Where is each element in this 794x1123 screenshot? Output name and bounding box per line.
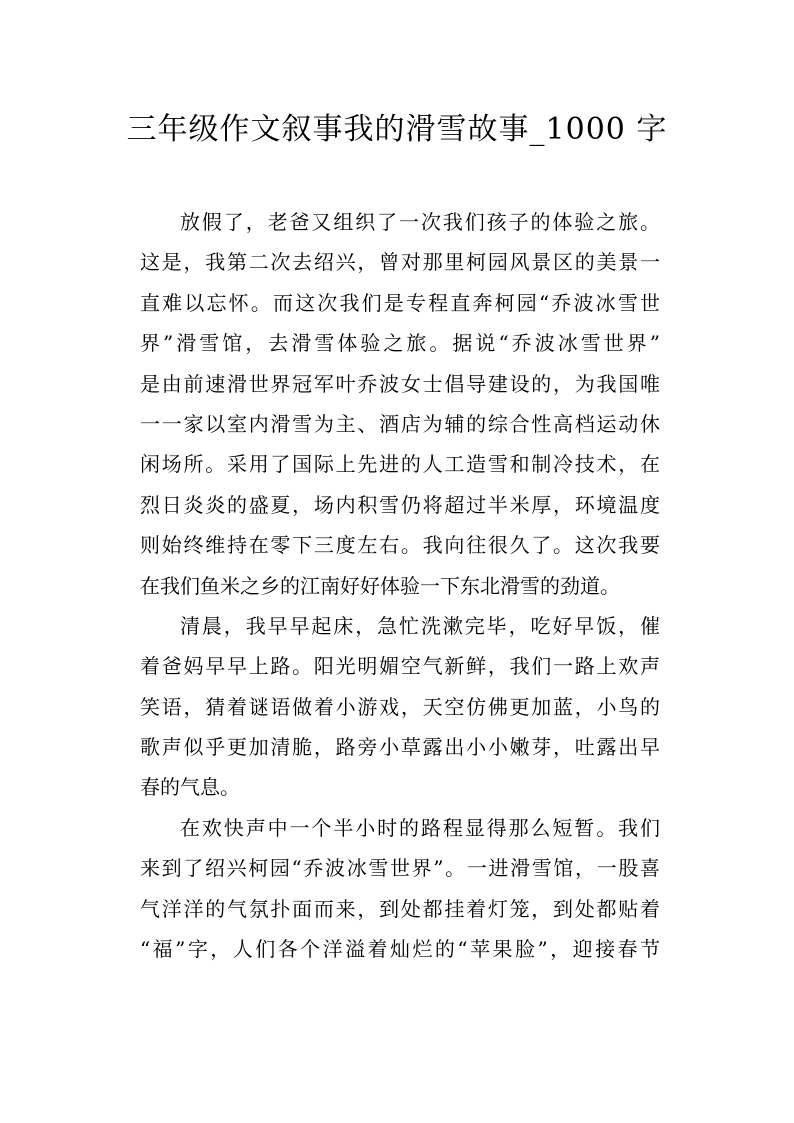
paragraph-line: 气洋洋的气氛扑面而来，到处都挂着灯笼，到处都贴着 bbox=[140, 896, 660, 921]
paragraph-line: 闲场所。采用了国际上先进的人工造雪和制冷技术，在 bbox=[140, 452, 660, 477]
document-body bbox=[140, 212, 660, 979]
paragraph-line: 则始终维持在零下三度左右。我向往很久了。这次我要 bbox=[140, 533, 660, 558]
paragraph-line: 这是，我第二次去绍兴，曾对那里柯园风景区的美景一 bbox=[140, 250, 660, 275]
paragraph-line: 烈日炎炎的盛夏，场内积雪仍将超过半米厚，环境温度 bbox=[140, 492, 660, 517]
paragraph-line: 直难以忘怀。而这次我们是专程直奔柯园“乔波冰雪世 bbox=[140, 290, 660, 315]
paragraph-line: 笑语，猜着谜语做着小游戏，天空仿佛更加蓝，小鸟的 bbox=[140, 694, 660, 719]
paragraph-line: 歌声似乎更加清脆，路旁小草露出小小嫩芽，吐露出早 bbox=[140, 735, 660, 760]
paragraph-line: “福”字，人们各个洋溢着灿烂的“苹果脸”，迎接春节 bbox=[140, 937, 660, 962]
paragraph-line: 清晨，我早早起床，急忙洗漱完毕，吃好早饭，催 bbox=[180, 613, 660, 638]
paragraph-line: 在我们鱼米之乡的江南好好体验一下东北滑雪的劲道。 bbox=[140, 573, 620, 598]
paragraph-line: 界”滑雪馆，去滑雪体验之旅。据说“乔波冰雪世界” bbox=[140, 331, 660, 356]
paragraph-line: 着爸妈早早上路。阳光明媚空气新鲜，我们一路上欢声 bbox=[140, 654, 660, 679]
paragraph-line: 一一家以室内滑雪为主、酒店为辅的综合性高档运动休 bbox=[140, 411, 660, 436]
document-title: 三年级作文叙事我的滑雪故事_1000 字 bbox=[126, 112, 668, 147]
paragraph-line: 在欢快声中一个半小时的路程显得那么短暂。我们 bbox=[180, 815, 660, 840]
paragraph-line: 是由前速滑世界冠军叶乔波女士倡导建设的，为我国唯 bbox=[140, 371, 660, 396]
paragraph-line: 春的气息。 bbox=[140, 775, 240, 800]
paragraph-line: 放假了，老爸又组织了一次我们孩子的体验之旅。 bbox=[180, 210, 660, 234]
paragraph-line: 来到了绍兴柯园“乔波冰雪世界”。一进滑雪馆，一股喜 bbox=[140, 856, 660, 881]
